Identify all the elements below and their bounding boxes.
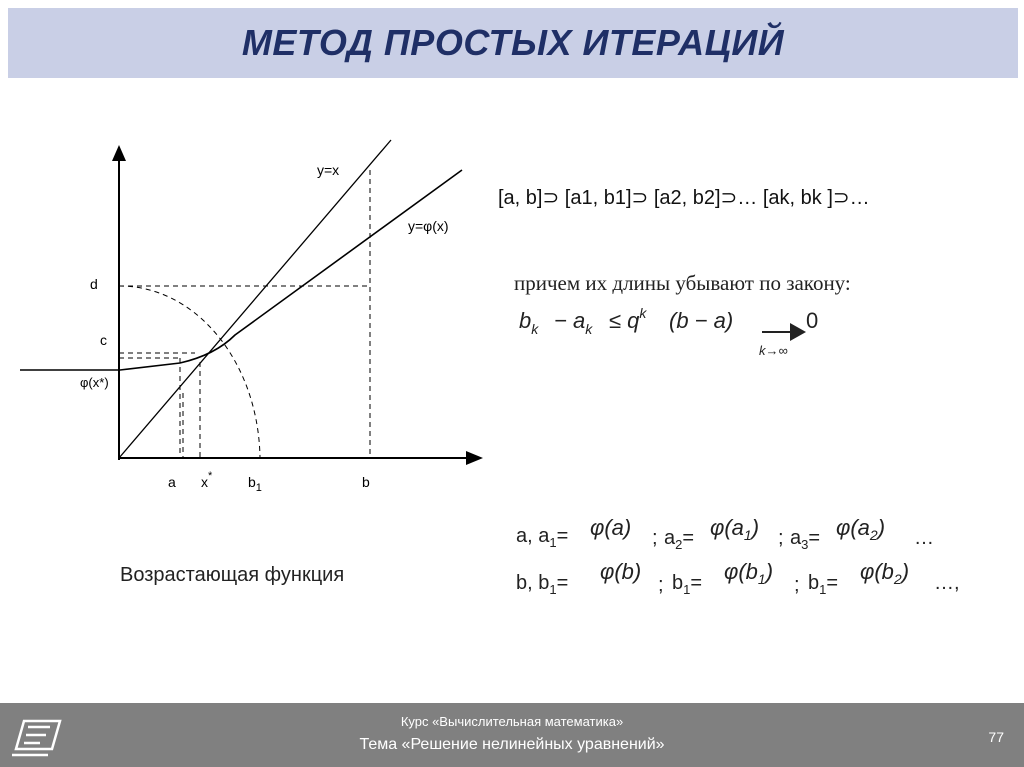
svg-text:a2=: $a_2=$	[664, 527, 695, 552]
svg-text:bk: $b_k$	[519, 308, 539, 337]
svg-text:;: ;	[658, 574, 664, 596]
label-xstar: x*	[201, 470, 213, 490]
svg-text:φ(a1): $\varphi(a_1)$	[710, 515, 760, 543]
curve-phi	[20, 170, 462, 370]
graph-caption: Возрастающая функция	[120, 564, 345, 586]
formula-block	[514, 263, 1004, 603]
label-a: a	[168, 474, 176, 490]
formula-row-b	[516, 559, 960, 597]
svg-text:φ(a): φ(a)	[590, 515, 632, 540]
svg-text:φ(a2): $\varphi(a_2)$	[836, 515, 886, 543]
slide-footer	[0, 703, 1024, 767]
svg-text:b1=: $b_1=$	[808, 572, 839, 597]
label-d: d	[90, 276, 98, 292]
limit-arrow-head	[790, 323, 806, 341]
svg-text:≤ qk: ≤ $q^k$	[609, 305, 647, 333]
label-b1: $b_1$	[248, 474, 262, 494]
label-y-equals-x: y=x	[317, 162, 340, 178]
svg-text:φ(b): φ(b)	[600, 559, 642, 584]
slide-title: МЕТОД ПРОСТЫХ ИТЕРАЦИЙ	[241, 22, 785, 63]
label-b: b	[362, 474, 370, 490]
x-axis-arrow	[466, 451, 483, 465]
y-axis-arrow	[112, 145, 126, 161]
svg-text:a, a1=: a, $a_1=$	[516, 525, 569, 550]
label-c: c	[100, 332, 107, 348]
svg-text:φ(b1): $\varphi(b_1)$	[724, 559, 774, 587]
svg-text:;: ;	[794, 574, 800, 596]
svg-text:− ak: − $a_k$	[554, 308, 593, 337]
label-y-phi: y=φ(x)	[408, 218, 449, 234]
svg-text:;: ;	[652, 527, 658, 549]
svg-text:…: …	[914, 527, 934, 549]
interval-chain: [a, b]⊃ [a1, b1]⊃ [a2, b2]⊃… [ak, bk ]⊃…	[498, 187, 870, 209]
svg-text:b, b1=: b, $b_1=$	[516, 572, 569, 597]
page-number: 77	[988, 729, 1004, 745]
svg-text:a3=: $a_3=$	[790, 527, 821, 552]
svg-text:0: 0	[806, 308, 819, 333]
footer-topic: Тема «Решение нелинейных уравнений»	[359, 736, 665, 753]
formula-text-line1: причем их длины убывают по закону:	[514, 271, 851, 295]
formula-row-a	[516, 515, 934, 552]
svg-text:(b − a): (b − a)	[669, 308, 734, 333]
slide-header	[8, 8, 1018, 78]
iteration-graph	[20, 135, 490, 495]
footer-course: Курс «Вычислительная математика»	[400, 714, 624, 729]
svg-text:…,: …,	[934, 572, 960, 594]
svg-text:φ(b2): $\varphi(b_2)$	[860, 559, 910, 587]
svg-text:;: ;	[778, 527, 784, 549]
svg-text:k→∞: k→∞	[759, 343, 788, 358]
line-y-equals-x	[119, 140, 391, 458]
label-phi-xstar: φ(x*)	[80, 375, 109, 390]
svg-text:b1=: $b_1=$	[672, 572, 703, 597]
